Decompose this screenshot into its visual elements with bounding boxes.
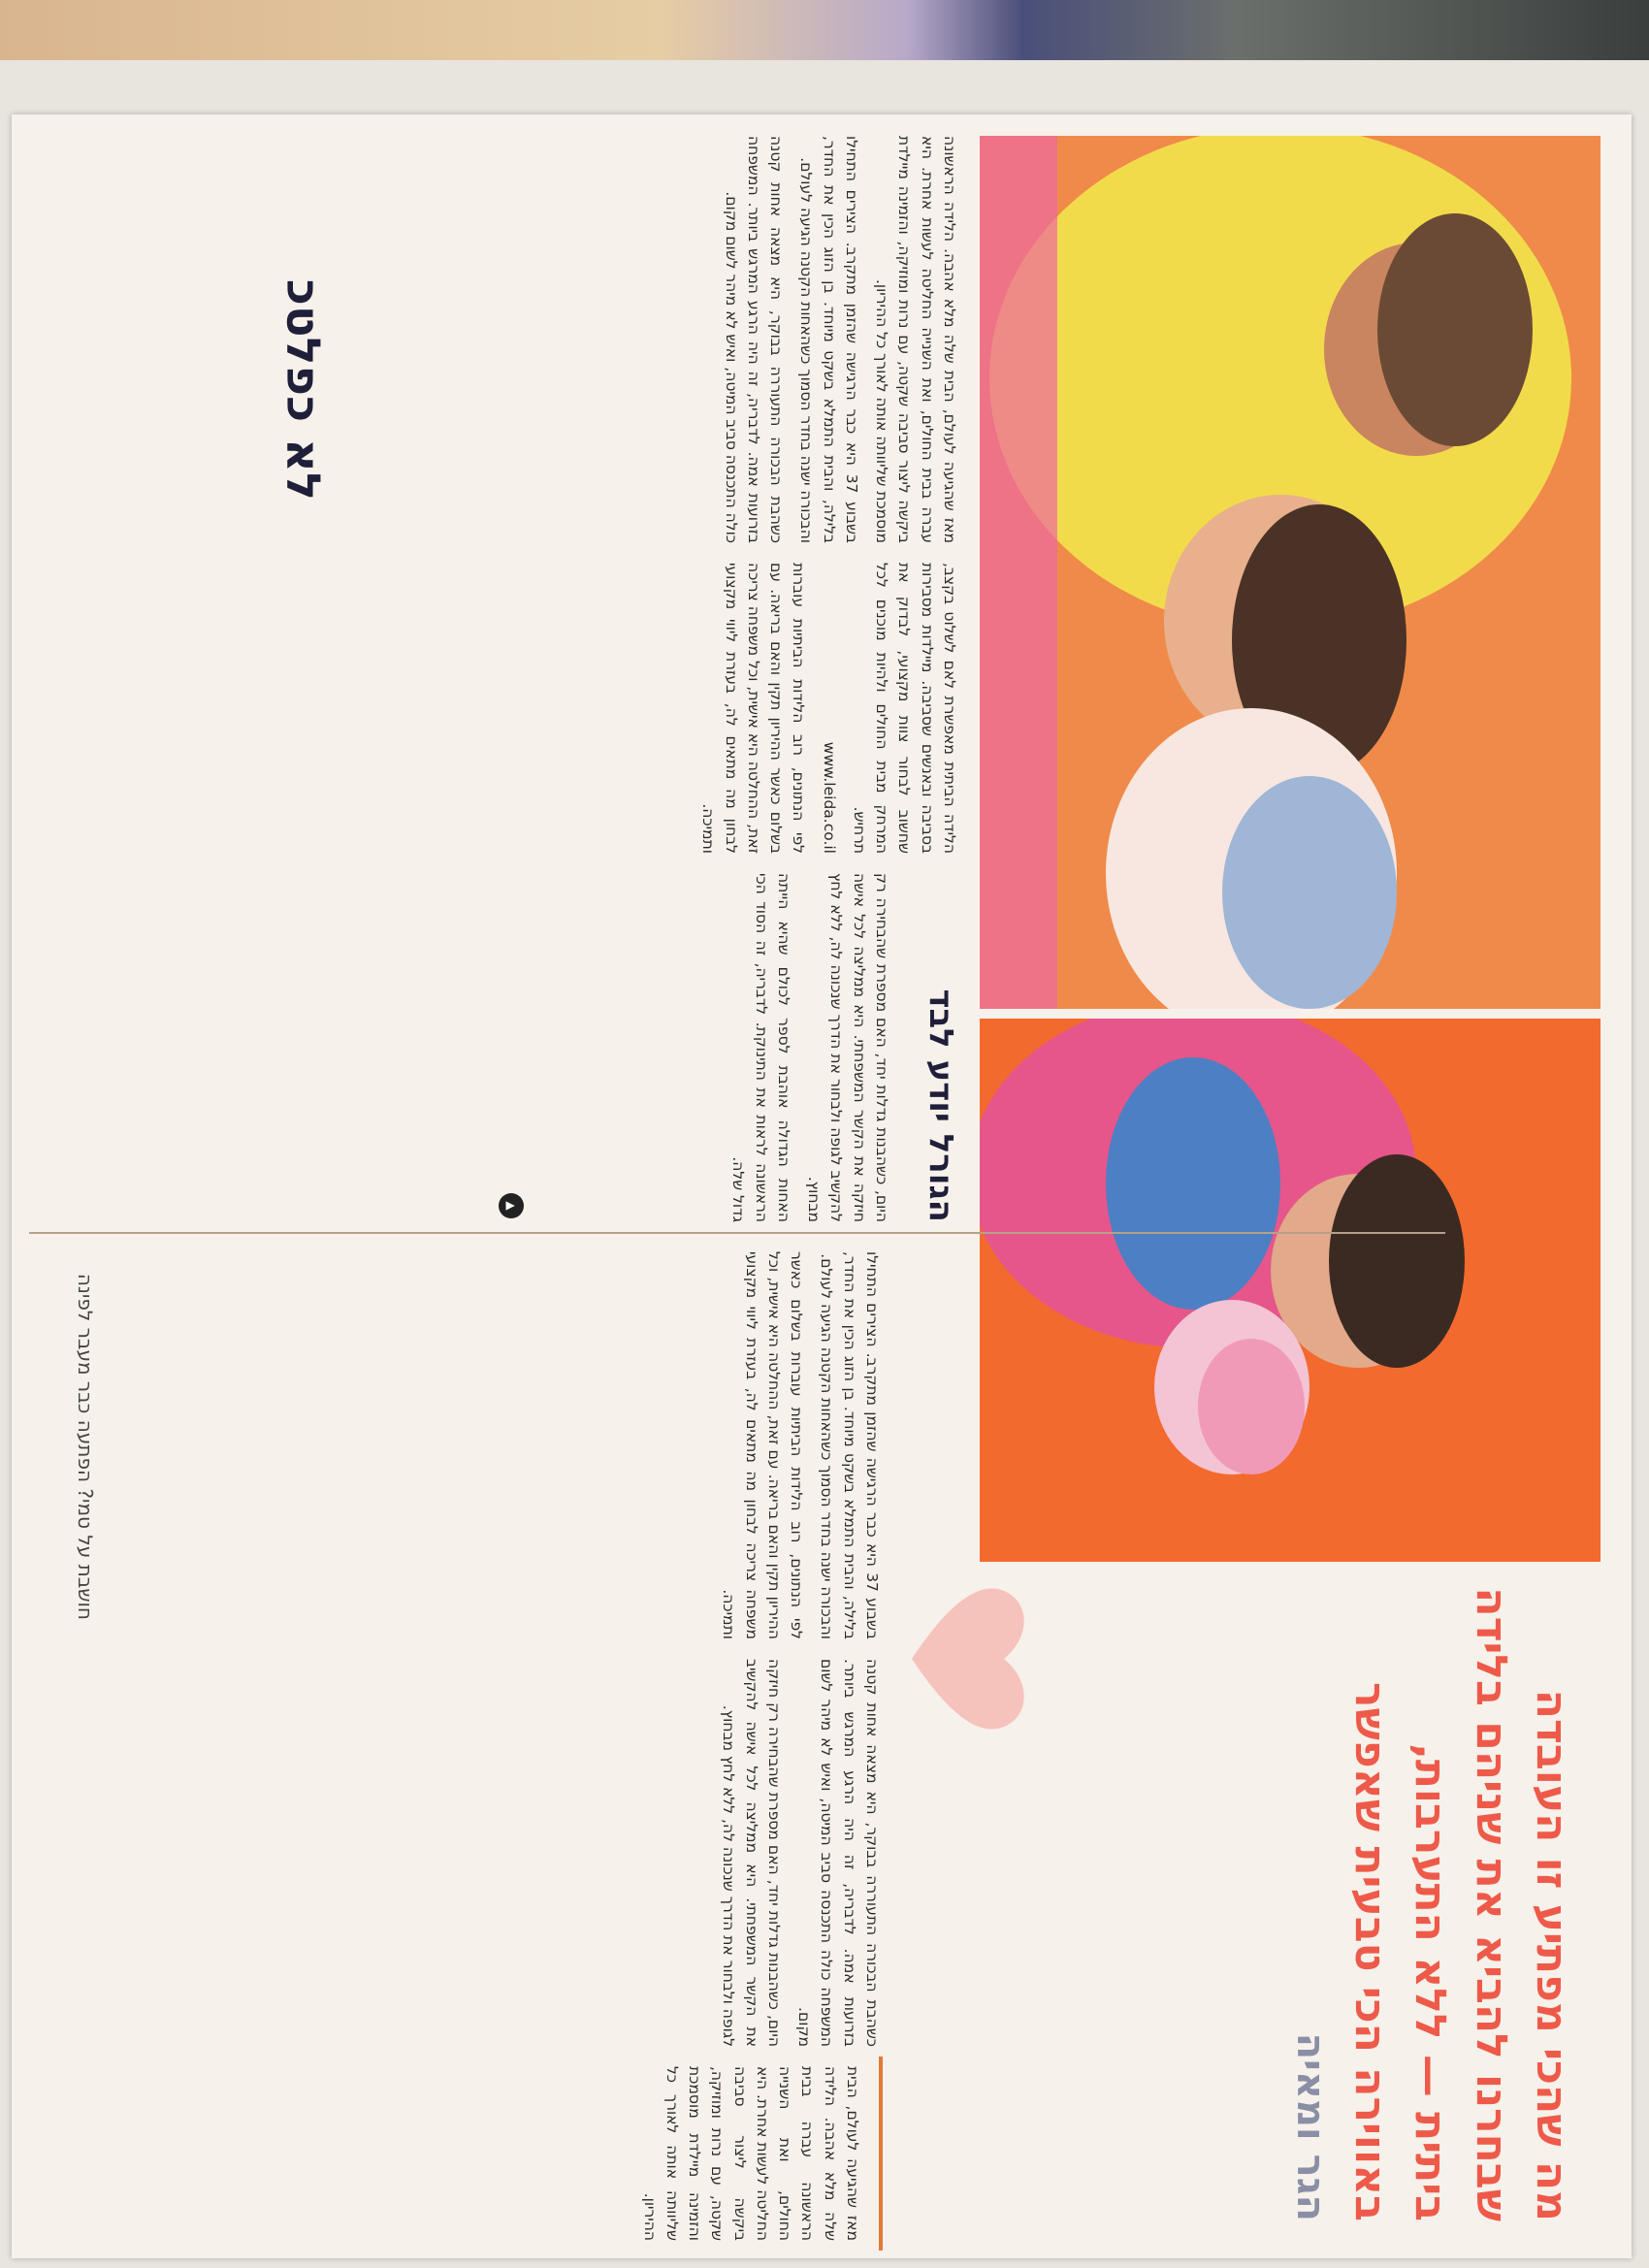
article-paragraph: בשבוע 37 היא כבר הרגישה שהזמן מתקרב. הצירים התחילו בלילה, והבית התמלא בשקט מיוחד. בן הזוג הכין את החדר, והבכורה ישנה בחדר הסמוך כשהאחות הקטנה הגיעה לעולם. [797, 136, 860, 543]
article-paragraph: www.leida.co.il [820, 741, 838, 854]
article-paragraph: היום, כשהבנות גדלות יחד, האם מספרת שהבחירה רק חיזקה את הקשר המשפחתי. היא ממליצה לכל אישה להקשיב לגופה ולבחור את הדרך שנכונה לה, ללא לחץ מבחוץ. [805, 873, 890, 1222]
article-paragraph: כשהבת הבכורה התעוררה בבוקר, היא מצאה אחות קטנה בזרועות אמה. לדבריה, זה היה הרגע המרגש ביותר. המשפחה כולה התכנסה סביב המיטה, ואיש לא מיהר לשום מקום. [722, 136, 786, 543]
article-paragraph: לפי הנתונים, רוב הלידות הביתיות עוברות בשלום כאשר ההיריון תקין והאם בריאה. עם זאת, ההחלטה היא אישית, וכל משפחה צריכה לבחון מה מתאים לה, בעזרת ליווי מקצועי ותמיכה. [720, 1251, 806, 1639]
article-column-4 [107, 1251, 883, 1639]
column-divider [29, 1232, 1445, 1234]
article-paragraph: מאז שהגיעה לעולם, הבית שלה מלא אהבה. הלידה הראשונה עברה בבית החולים, ואת השנייה החליטה לעשות אחרת. היא ביקשה ליצור סביבה שקטה, עם נרות ומוזיקה, והזמינה מיילדת מוסמכת שליוותה אותה לאורך כל ההיריון. [640, 2066, 861, 2241]
article-paragraph: לפי הנתונים, רוב הלידות הביתיות עוברות בשלום כאשר ההיריון תקין והאם בריאה. עם זאת, ההחלטה היא אישית, וכל משפחה צריכה לבחון מה מתאים לה, בעזרת ליווי מקצועי ותמיכה. [699, 563, 808, 854]
top-edge-strip [0, 0, 1649, 60]
continue-arrow-icon: ▲ [499, 1193, 524, 1218]
accent-rule [879, 2057, 883, 2251]
photo-illustration-1 [980, 136, 1600, 1009]
article-paragraph: בשבוע 37 היא כבר הרגישה שהזמן מתקרב. הצירים התחילו בלילה, והבית התמלא בשקט מיוחד. בן הזוג הכין את החדר, והבכורה ישנה בחדר הסמוך כשהאחות הקטנה הגיעה לעולם. [818, 1251, 881, 1639]
heart-quote-icon [902, 1581, 1038, 1736]
family-photo-mother-children [980, 136, 1600, 1009]
article-paragraph: כשהבת הבכורה התעוררה בבוקר, היא מצאה אחות קטנה בזרועות אמה. לדבריה, זה היה הרגע המרגש ביותר. המשפחה כולה התכנסה סביב המיטה, ואיש לא מיהר לשום מקום. [795, 1659, 881, 2047]
article-column-1 [359, 136, 960, 543]
article-paragraph: מאז שהגיעה לעולם, הבית שלה מלא אהבה. הלידה הראשונה עברה בבית החולים, ואת השנייה החליטה לעשות אחרת. היא ביקשה ליצור סביבה שקטה, עם נרות ומוזיקה, והזמינה מיילדת מוסמכת שליוותה אותה לאורך כל ההיריון. [873, 136, 958, 543]
section-subhead: הגורל יודע לבד [922, 988, 960, 1222]
article-column-3 [126, 873, 892, 1222]
article-paragraph: האחות הגדולה אוהבת לספר לכולם שהיא הייתה הראשונה לראות את התינוקת. לדבריה, זה הסוד הכי גדול שלה. [729, 873, 792, 1222]
article-column-5 [107, 1659, 883, 2047]
rotated-page-content [39, 126, 1639, 2251]
article-paragraph: הלידה הביתית מאפשרת לאם לשלוט בקצב, בסביבה ובאנשים שסביבה. מיילדות מסבירות שחשוב לבחור צוות מקצועי, לבדוק את המרחק מבית החולים ולהיות מוכנים לכל תרחיש. [851, 563, 958, 854]
children-photo-sibling-baby [980, 1019, 1600, 1562]
running-head: חושבת על טמי? הפתעה כבר מעבר לפינה [74, 1273, 97, 1620]
pull-quote-source: הגר ומאיה [1288, 2032, 1334, 2221]
photo-illustration-2 [980, 1019, 1600, 1562]
article-column-6 [107, 2066, 863, 2241]
article-column-2 [126, 563, 960, 854]
pull-quote-text: מה שהכי מפתיע זו העובדה שבחרנו להביא את שניהם בלידה ביתית — ללא התערבות, באווירה הכי טבעית שאפשר [1344, 1587, 1576, 2221]
article-title: לא כפלטכ [275, 278, 330, 501]
article-paragraph: היום, כשהבנות גדלות יחד, האם מספרת שהבחירה רק חיזקה את הקשר המשפחתי. היא ממליצה לכל אישה להקשיב לגופה ולבחור את הדרך שנכונה לה, ללא לחץ מבחוץ. [720, 1659, 783, 2047]
pull-quote [883, 1581, 1581, 2221]
